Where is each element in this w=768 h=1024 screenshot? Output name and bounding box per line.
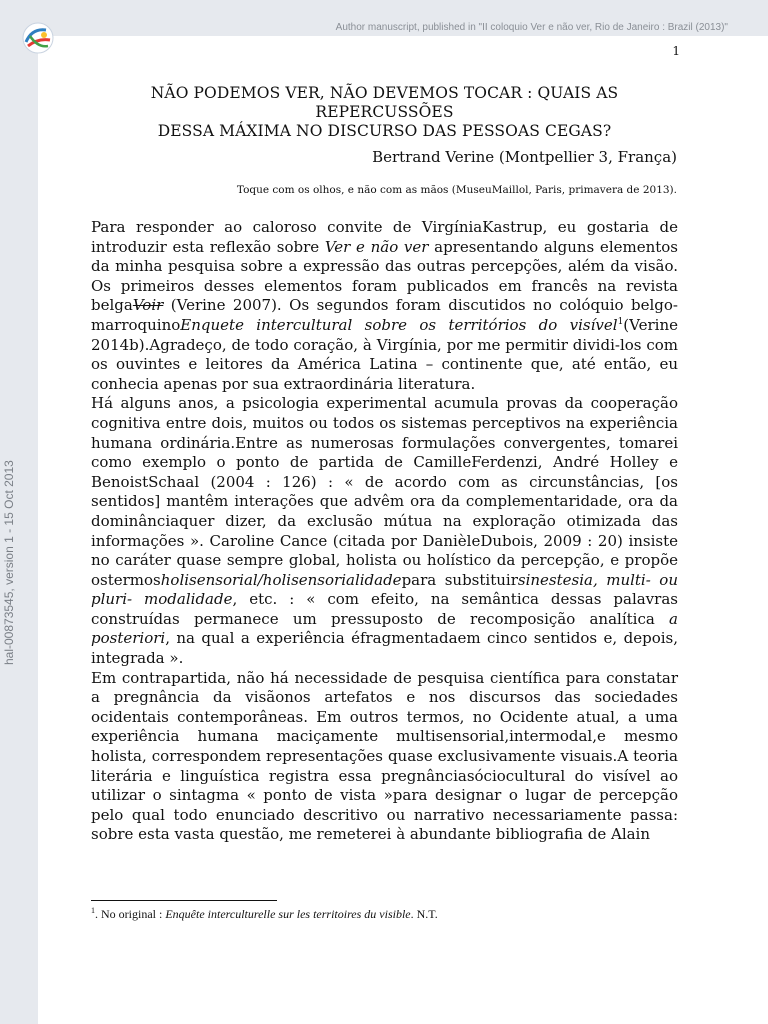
struck-journal-name: Voir — [132, 296, 164, 315]
text-run: Há alguns anos, a psicologia experimental acumula provas da cooperação cognitiva entre dois, muitos ou todos os sistemas perceptivos na experiência humana ordinária.Entre as numerosas formulações convergentes, tomarei como exemplo o ponto de partida de CamilleFerdenzi, André Holley e BenoistSchaal (2004 : 126) : « de acordo com as circunstâncias, [os sentidos] mantêm interações que advêm ora da complementaridade, ora da dominânciaquer dizer, da exclusão mútua na exploração otimizada das informações ». Caroline Cance (citada por DanièleDubois, 2009 : 20) insiste no caráter quase sempre global, holista ou holístico da percepção, e propõe ostermos — [91, 394, 678, 589]
hal-archive-logo-icon — [18, 18, 58, 58]
text-run: , na qual a experiência éfragmentadaem cinco sentidos e, depois, integrada ». — [91, 629, 678, 668]
manuscript-note: Author manuscript, published in "II coloquio Ver e não ver, Rio de Janeiro : Brazil (2013)" — [335, 22, 728, 33]
italic-run: sinestesia, multi- ou pluri- modalidade — [91, 570, 678, 609]
paragraph-2 — [91, 394, 678, 668]
text-run: apresentando alguns elementos da minha pesquisa sobre a expressão das outras percepções, além da visão. Os primeiros desses elementos foram publicados em francês na revista belga — [91, 237, 679, 315]
footnote-divider — [91, 900, 277, 901]
title-line-2: DESSA MÁXIMA NO DISCURSO DAS PESSOAS CEGAS? — [157, 122, 612, 140]
author-line: Bertrand Verine (Montpellier 3, França) — [372, 148, 677, 166]
paper-title — [92, 84, 677, 141]
italic-run: holisensorial/holisensorialidade — [160, 570, 402, 589]
footnote-marker: 1 — [91, 906, 95, 915]
footnote-title: Enquête interculturelle sur les territoires du visible — [165, 907, 411, 921]
text-run: (Verine 2014b).Agradeço, de todo coração, à Virgínia, por me permitir dividi-los com os ouvintes e leitores da América Latina – continente que, até então, eu conhecia apenas por sua extraordinária literatura. — [91, 315, 678, 393]
italic-run: Ver e não ver — [324, 237, 429, 256]
epigraph: Toque com os olhos, e não com as mãos (MuseuMaillol, Paris, primavera de 2013). — [236, 184, 677, 196]
footnote — [91, 906, 438, 922]
title-line-1: NÃO PODEMOS VER, NÃO DEVEMOS TOCAR : QUAIS AS REPERCUSSÕES — [150, 84, 619, 121]
footnote-suffix: . N.T. — [410, 907, 438, 921]
hal-identifier-text: hal-00873545, version 1 - 15 Oct 2013 — [2, 460, 16, 665]
footnote-prefix: . No original : — [95, 907, 166, 921]
body-text — [91, 218, 678, 845]
page-number: 1 — [672, 44, 680, 58]
text-run: para substituir — [401, 570, 518, 589]
text-run: , etc. : « com efeito, na semântica dessas palavras construídas permanece um pressuposto de recomposição analítica — [91, 590, 678, 628]
paragraph-1 — [91, 218, 678, 394]
text-run: Para responder ao caloroso convite de VirgíniaKastrup, eu gostaria de introduzir esta reflexão sobre — [91, 218, 678, 256]
paragraph-3: Em contrapartida, não há necessidade de pesquisa científica para constatar a pregnância da visãonos artefatos e nos discursos das sociedades ocidentais contemporâneas. Em outros termos, no Ocidente atual, a uma experiência humana maciçamente multisensorial,intermodal,e mesmo holista, correspondem representações quase exclusivamente visuais.A teoria literária e linguística registra essa pregnânciasóciocultural do visível ao utilizar o sintagma « ponto de vista »para designar o lugar de percepção pelo qual todo enunciado descritivo ou narrativo necessariamente passa: sobre esta vasta questão, me remeterei à abundante bibliografia de Alain — [91, 668, 678, 844]
footnote-ref[interactable]: 1 — [617, 316, 624, 327]
italic-run: Enquete intercultural sobre os territórios do visível — [180, 315, 618, 334]
italic-run: a posteriori — [91, 609, 678, 648]
text-run: (Verine 2007). Os segundos foram discutidos no colóquio belgo-marroquino — [91, 296, 678, 334]
